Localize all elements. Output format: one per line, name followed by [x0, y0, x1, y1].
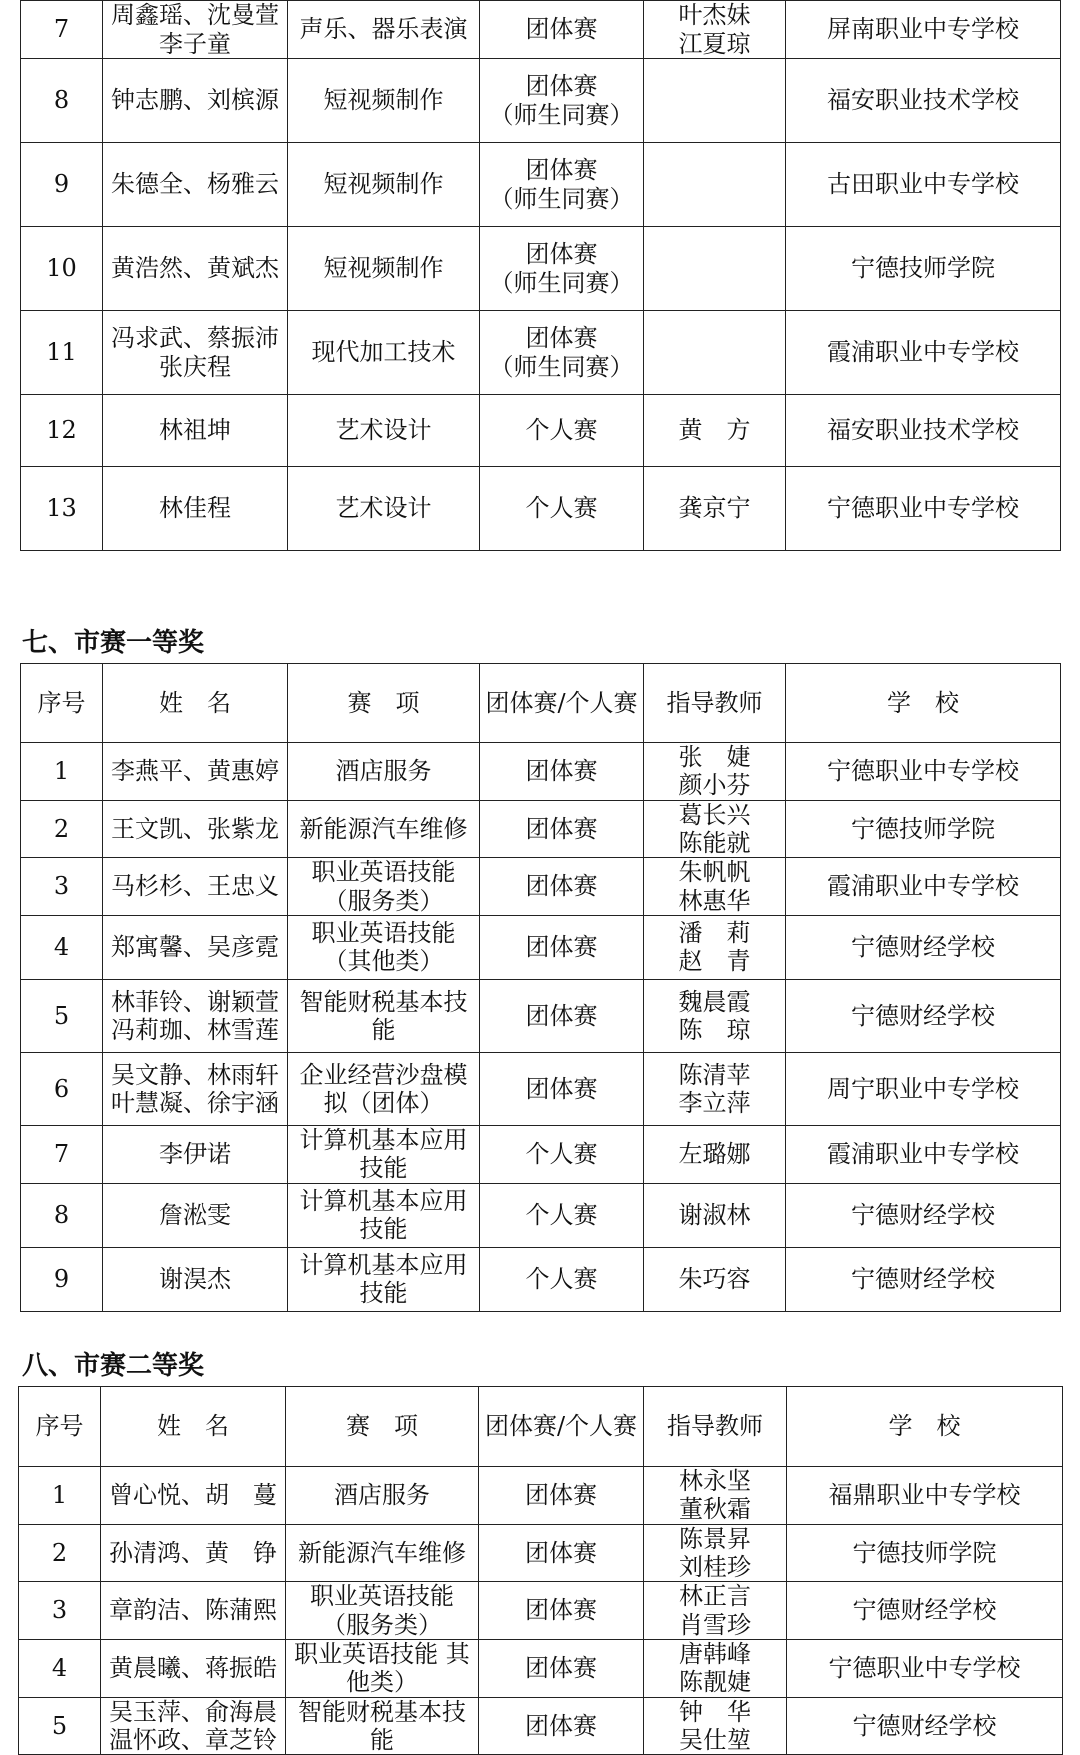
cell-type	[480, 467, 644, 551]
header-name: 姓 名	[103, 664, 288, 743]
cell-event	[288, 1052, 480, 1125]
cell-type-line: 团体赛	[525, 15, 598, 44]
cell-teacher-line: 陈靓婕	[679, 1668, 751, 1697]
cell-names	[103, 143, 288, 227]
cell-names-line: 冯莉珈、林雪莲	[111, 1015, 279, 1044]
cell-teacher-line: 董秋霜	[679, 1495, 751, 1524]
cell-teacher-line: 左璐娜	[678, 1140, 751, 1169]
cell-names-line: 叶慧凝、徐宇涵	[111, 1088, 279, 1117]
cell-school: 宁德技师学院	[786, 227, 1061, 311]
cell-teacher-line: 李立萍	[678, 1088, 751, 1117]
cell-teacher	[644, 858, 786, 916]
section-7-title: 七、市赛一等奖	[22, 628, 205, 658]
cell-no: 5	[19, 1697, 101, 1755]
cell-no: 13	[21, 467, 103, 551]
cell-names	[103, 395, 288, 467]
table-row	[21, 467, 1061, 551]
cell-no: 7	[21, 1125, 103, 1183]
cell-event-line: 智能财税基本技	[299, 987, 468, 1016]
cell-event-line: 拟（团体）	[323, 1088, 444, 1117]
cell-type-line: （师生同赛）	[489, 100, 634, 129]
cell-type	[480, 858, 644, 916]
cell-names-line: 温怀政、章芝铃	[109, 1725, 277, 1754]
table-row	[21, 800, 1061, 858]
cell-type-line: 团体赛	[525, 240, 598, 269]
cell-event-line: （服务类）	[323, 886, 444, 915]
cell-teacher-line: 魏晨霞	[678, 987, 751, 1016]
cell-teacher	[644, 1, 786, 59]
cell-names-line: 钟志鹏、刘槟源	[111, 86, 279, 115]
cell-no: 10	[21, 227, 103, 311]
cell-names-line: 周鑫瑶、沈曼萱	[111, 1, 279, 30]
cell-school: 宁德财经学校	[786, 1183, 1061, 1247]
cell-names	[103, 1125, 288, 1183]
cell-names-line: 冯求武、蔡振沛	[111, 324, 279, 353]
cell-names-line: 李伊诺	[159, 1140, 231, 1169]
table-row	[21, 1125, 1061, 1183]
cell-teacher-line: 颜小芬	[678, 771, 751, 800]
cell-type-line: 团体赛	[525, 1074, 598, 1103]
header-event: 赛 项	[288, 664, 480, 743]
cell-school: 宁德职业中专学校	[787, 1639, 1063, 1697]
cell-type	[480, 59, 644, 143]
cell-event-line: 职业英语技能	[310, 1582, 454, 1611]
cell-event-line: 技能	[359, 1279, 408, 1307]
award-table-continued	[20, 0, 1061, 551]
cell-event	[288, 1, 480, 59]
cell-event	[288, 395, 480, 467]
header-school: 学 校	[786, 664, 1061, 743]
cell-school: 屏南职业中专学校	[786, 1, 1061, 59]
cell-no: 8	[21, 1183, 103, 1247]
cell-event-line: 新能源汽车维修	[298, 1538, 466, 1567]
cell-names	[103, 1247, 288, 1311]
cell-names	[103, 979, 288, 1052]
cell-event	[288, 979, 480, 1052]
cell-type-line: 团体赛	[525, 1481, 597, 1510]
cell-no: 2	[21, 800, 103, 858]
cell-type	[479, 1639, 644, 1697]
table-row	[21, 59, 1061, 143]
cell-school: 周宁职业中专学校	[786, 1052, 1061, 1125]
cell-names-line: 王文凯、张紫龙	[111, 814, 279, 843]
cell-school: 霞浦职业中专学校	[786, 858, 1061, 916]
cell-event-line: 计算机基本应用	[299, 1186, 468, 1215]
cell-event-line: 酒店服务	[335, 757, 432, 786]
cell-teacher	[644, 1125, 786, 1183]
section-8-title: 八、市赛二等奖	[22, 1351, 205, 1381]
cell-type	[479, 1467, 644, 1525]
cell-type	[480, 1052, 644, 1125]
cell-event-line: 技能	[359, 1154, 408, 1183]
table-row	[21, 1052, 1061, 1125]
cell-event	[288, 1183, 480, 1247]
cell-school: 宁德财经学校	[787, 1582, 1063, 1640]
cell-names	[103, 1, 288, 59]
cell-event	[286, 1697, 479, 1755]
cell-names	[103, 743, 288, 801]
cell-school: 福鼎职业中专学校	[787, 1467, 1063, 1525]
cell-type-line: 团体赛	[525, 1596, 597, 1625]
cell-names-line: 李燕平、黄惠婷	[111, 757, 279, 786]
cell-event-line: 他类）	[346, 1668, 418, 1697]
cell-teacher-line: 唐韩峰	[679, 1639, 751, 1668]
cell-event-line: 能	[371, 1015, 396, 1044]
cell-teacher	[644, 1524, 787, 1582]
table-row	[21, 1183, 1061, 1247]
cell-teacher	[644, 915, 786, 979]
cell-names	[101, 1467, 286, 1525]
cell-teacher-line: 陈能就	[678, 828, 751, 857]
cell-type-line: 团体赛	[525, 324, 598, 353]
cell-teacher-line: 吴仕堃	[679, 1725, 751, 1754]
cell-teacher-line: 叶杰妹	[678, 1, 751, 30]
cell-teacher	[644, 227, 786, 311]
cell-event-line: （其他类）	[323, 947, 444, 976]
cell-event	[288, 743, 480, 801]
cell-names-line: 谢淏杰	[159, 1264, 231, 1293]
cell-event-line: 现代加工技术	[311, 338, 456, 367]
cell-type-line: （师生同赛）	[489, 352, 634, 381]
cell-school: 福安职业技术学校	[786, 395, 1061, 467]
cell-type	[480, 1183, 644, 1247]
cell-type-line: 团体赛	[525, 872, 598, 901]
cell-type-line: 团体赛	[525, 1538, 597, 1567]
cell-no: 5	[21, 979, 103, 1052]
cell-type-line: 团体赛	[525, 72, 598, 101]
cell-type-line: 个人赛	[525, 1140, 598, 1169]
cell-type	[480, 979, 644, 1052]
cell-teacher-line: 潘 莉	[678, 919, 751, 948]
cell-type-line: 团体赛	[525, 1654, 597, 1683]
cell-teacher-line: 林永坚	[679, 1467, 751, 1495]
cell-event-line: 能	[370, 1725, 394, 1754]
cell-event	[288, 1125, 480, 1183]
cell-type	[480, 227, 644, 311]
cell-event	[286, 1467, 479, 1525]
cell-school: 古田职业中专学校	[786, 143, 1061, 227]
cell-teacher-line: 林惠华	[678, 886, 751, 915]
cell-teacher-line: 赵 青	[678, 947, 751, 976]
cell-names	[103, 1052, 288, 1125]
table-row	[19, 1697, 1063, 1755]
cell-teacher	[644, 1247, 786, 1311]
cell-event-line: 智能财税基本技	[298, 1697, 466, 1726]
cell-type	[480, 1247, 644, 1311]
cell-type-line: 团体赛	[525, 1711, 597, 1740]
cell-names-line: 章韵洁、陈蒲熙	[109, 1596, 277, 1625]
cell-type	[480, 143, 644, 227]
cell-event	[288, 1247, 480, 1311]
table-row	[21, 858, 1061, 916]
cell-event-line: 酒店服务	[334, 1481, 430, 1510]
cell-type-line: 团体赛	[525, 933, 598, 962]
table-row	[21, 979, 1061, 1052]
cell-teacher	[644, 311, 786, 395]
cell-school: 宁德财经学校	[786, 915, 1061, 979]
cell-event	[286, 1524, 479, 1582]
cell-type	[479, 1582, 644, 1640]
cell-type	[480, 743, 644, 801]
cell-no: 7	[21, 1, 103, 59]
cell-event-line: 艺术设计	[335, 416, 432, 445]
cell-names-line: 李子童	[159, 29, 231, 58]
cell-teacher-line: 葛长兴	[678, 800, 751, 829]
cell-names	[101, 1639, 286, 1697]
cell-teacher-line: 陈清苹	[678, 1060, 751, 1089]
cell-no: 3	[21, 858, 103, 916]
cell-teacher	[644, 467, 786, 551]
cell-event	[288, 915, 480, 979]
cell-school: 霞浦职业中专学校	[786, 1125, 1061, 1183]
cell-event-line: 短视频制作	[323, 86, 444, 115]
cell-names	[101, 1697, 286, 1755]
cell-type-line: 个人赛	[525, 1264, 598, 1293]
cell-names-line: 郑寓馨、吴彦霓	[111, 933, 279, 962]
cell-names-line: 吴玉萍、俞海晨	[109, 1697, 277, 1726]
cell-school: 福安职业技术学校	[786, 59, 1061, 143]
cell-type	[479, 1697, 644, 1755]
table-row	[21, 227, 1061, 311]
cell-names	[103, 1183, 288, 1247]
cell-teacher-line: 陈景昇	[679, 1524, 751, 1553]
cell-type	[479, 1524, 644, 1582]
cell-names-line: 曾心悦、胡 蔓	[109, 1481, 277, 1510]
cell-teacher	[644, 1582, 787, 1640]
cell-names-line: 黄晨曦、蒋振皓	[109, 1654, 277, 1683]
cell-teacher	[644, 1052, 786, 1125]
award-table-section-7	[20, 663, 1061, 1312]
cell-event	[288, 59, 480, 143]
cell-teacher-line: 江夏琼	[678, 29, 751, 58]
cell-event	[288, 858, 480, 916]
cell-event	[288, 800, 480, 858]
cell-event-line: 职业英语技能	[311, 919, 456, 948]
cell-event	[288, 467, 480, 551]
cell-teacher-line: 黄 方	[678, 416, 751, 445]
table-row	[21, 1, 1061, 59]
cell-names-line: 黄浩然、黄斌杰	[111, 254, 279, 283]
cell-no: 9	[21, 143, 103, 227]
header-no: 序号	[21, 664, 103, 743]
table-row	[19, 1639, 1063, 1697]
cell-type	[480, 800, 644, 858]
header-type: 团体赛/个人赛	[480, 664, 644, 743]
cell-teacher	[644, 1183, 786, 1247]
header-school: 学 校	[787, 1387, 1063, 1467]
cell-event-line: 职业英语技能 其	[294, 1639, 470, 1668]
table-row	[21, 915, 1061, 979]
cell-names	[101, 1524, 286, 1582]
cell-names	[103, 311, 288, 395]
cell-type	[480, 311, 644, 395]
cell-event-line: 声乐、器乐表演	[299, 15, 468, 44]
cell-names-line: 朱德全、杨雅云	[111, 170, 279, 199]
cell-names	[103, 800, 288, 858]
cell-school: 宁德财经学校	[787, 1697, 1063, 1755]
header-teacher: 指导教师	[644, 1387, 787, 1467]
cell-names	[103, 467, 288, 551]
cell-event	[286, 1639, 479, 1697]
header-type: 团体赛/个人赛	[479, 1387, 644, 1467]
cell-event	[288, 311, 480, 395]
cell-event	[286, 1582, 479, 1640]
cell-teacher	[644, 979, 786, 1052]
cell-teacher	[644, 1467, 787, 1525]
table-row	[19, 1582, 1063, 1640]
cell-school: 霞浦职业中专学校	[786, 311, 1061, 395]
cell-names	[103, 227, 288, 311]
header-name: 姓 名	[101, 1387, 286, 1467]
cell-no: 8	[21, 59, 103, 143]
cell-names-line: 张庆程	[159, 352, 231, 381]
cell-teacher-line: 朱帆帆	[678, 858, 751, 887]
cell-type	[480, 915, 644, 979]
table-row	[21, 311, 1061, 395]
cell-type-line: 团体赛	[525, 814, 598, 843]
award-table-section-8	[18, 1386, 1063, 1755]
cell-teacher	[644, 143, 786, 227]
cell-type-line: 个人赛	[525, 416, 598, 445]
cell-no: 1	[19, 1467, 101, 1525]
cell-names-line: 林菲铃、谢颖萱	[111, 987, 279, 1016]
cell-names-line: 吴文静、林雨轩	[111, 1060, 279, 1089]
header-teacher: 指导教师	[644, 664, 786, 743]
cell-names	[103, 858, 288, 916]
header-no: 序号	[19, 1387, 101, 1467]
cell-no: 4	[19, 1639, 101, 1697]
cell-type-line: （师生同赛）	[489, 184, 634, 213]
cell-teacher-line: 林正言	[679, 1582, 751, 1611]
cell-type-line: 团体赛	[525, 156, 598, 185]
cell-type-line: 个人赛	[525, 494, 598, 523]
cell-teacher-line: 陈 琼	[678, 1015, 751, 1044]
cell-event-line: 新能源汽车维修	[299, 814, 468, 843]
cell-teacher-line: 钟 华	[679, 1697, 751, 1726]
table-row	[21, 743, 1061, 801]
cell-no: 1	[21, 743, 103, 801]
cell-no: 9	[21, 1247, 103, 1311]
cell-event-line: 技能	[359, 1215, 408, 1243]
cell-event-line: （服务类）	[322, 1610, 442, 1639]
cell-event-line: 职业英语技能	[311, 858, 456, 887]
cell-teacher-line: 谢淑林	[678, 1200, 751, 1229]
cell-teacher-line: 张 婕	[678, 743, 751, 771]
cell-type-line: 团体赛	[525, 1001, 598, 1030]
cell-names-line: 马杉杉、王忠义	[111, 872, 279, 901]
cell-teacher-line: 刘桂珍	[679, 1552, 751, 1581]
table-row	[21, 143, 1061, 227]
cell-names-line: 林佳程	[159, 494, 231, 523]
cell-names	[103, 59, 288, 143]
cell-no: 12	[21, 395, 103, 467]
cell-school: 宁德技师学院	[787, 1524, 1063, 1582]
cell-event	[288, 143, 480, 227]
cell-teacher-line: 朱巧容	[678, 1264, 751, 1293]
cell-no: 3	[19, 1582, 101, 1640]
cell-school: 宁德技师学院	[786, 800, 1061, 858]
cell-no: 2	[19, 1524, 101, 1582]
cell-school: 宁德财经学校	[786, 979, 1061, 1052]
header-event: 赛 项	[286, 1387, 479, 1467]
cell-event-line: 企业经营沙盘模	[299, 1060, 468, 1089]
cell-type	[480, 1125, 644, 1183]
table-header-row	[19, 1387, 1063, 1467]
cell-teacher	[644, 743, 786, 801]
cell-names-line: 詹淞雯	[159, 1200, 231, 1229]
cell-teacher	[644, 800, 786, 858]
cell-school: 宁德财经学校	[786, 1247, 1061, 1311]
cell-names	[103, 915, 288, 979]
cell-school: 宁德职业中专学校	[786, 467, 1061, 551]
cell-teacher-line: 肖雪珍	[679, 1610, 751, 1639]
cell-teacher	[644, 1639, 787, 1697]
cell-type-line: 团体赛	[525, 757, 598, 786]
cell-event-line: 计算机基本应用	[299, 1250, 468, 1279]
cell-type	[480, 1, 644, 59]
cell-teacher	[644, 395, 786, 467]
table-row	[19, 1467, 1063, 1525]
cell-teacher	[644, 59, 786, 143]
table-row	[21, 395, 1061, 467]
table-row	[19, 1524, 1063, 1582]
cell-names-line: 孙清鸿、黄 铮	[109, 1538, 277, 1567]
cell-school: 宁德职业中专学校	[786, 743, 1061, 801]
cell-no: 4	[21, 915, 103, 979]
table-row	[21, 1247, 1061, 1311]
cell-type-line: （师生同赛）	[489, 268, 634, 297]
cell-event-line: 计算机基本应用	[299, 1125, 468, 1154]
cell-teacher	[644, 1697, 787, 1755]
cell-type-line: 个人赛	[525, 1200, 598, 1229]
table-header-row	[21, 664, 1061, 743]
cell-names	[101, 1582, 286, 1640]
cell-no: 11	[21, 311, 103, 395]
cell-event-line: 短视频制作	[323, 170, 444, 199]
cell-names-line: 林祖坤	[159, 416, 231, 445]
cell-event-line: 艺术设计	[335, 494, 432, 523]
cell-teacher-line: 龚京宁	[678, 494, 751, 523]
cell-type	[480, 395, 644, 467]
cell-no: 6	[21, 1052, 103, 1125]
cell-event-line: 短视频制作	[323, 254, 444, 283]
cell-event	[288, 227, 480, 311]
